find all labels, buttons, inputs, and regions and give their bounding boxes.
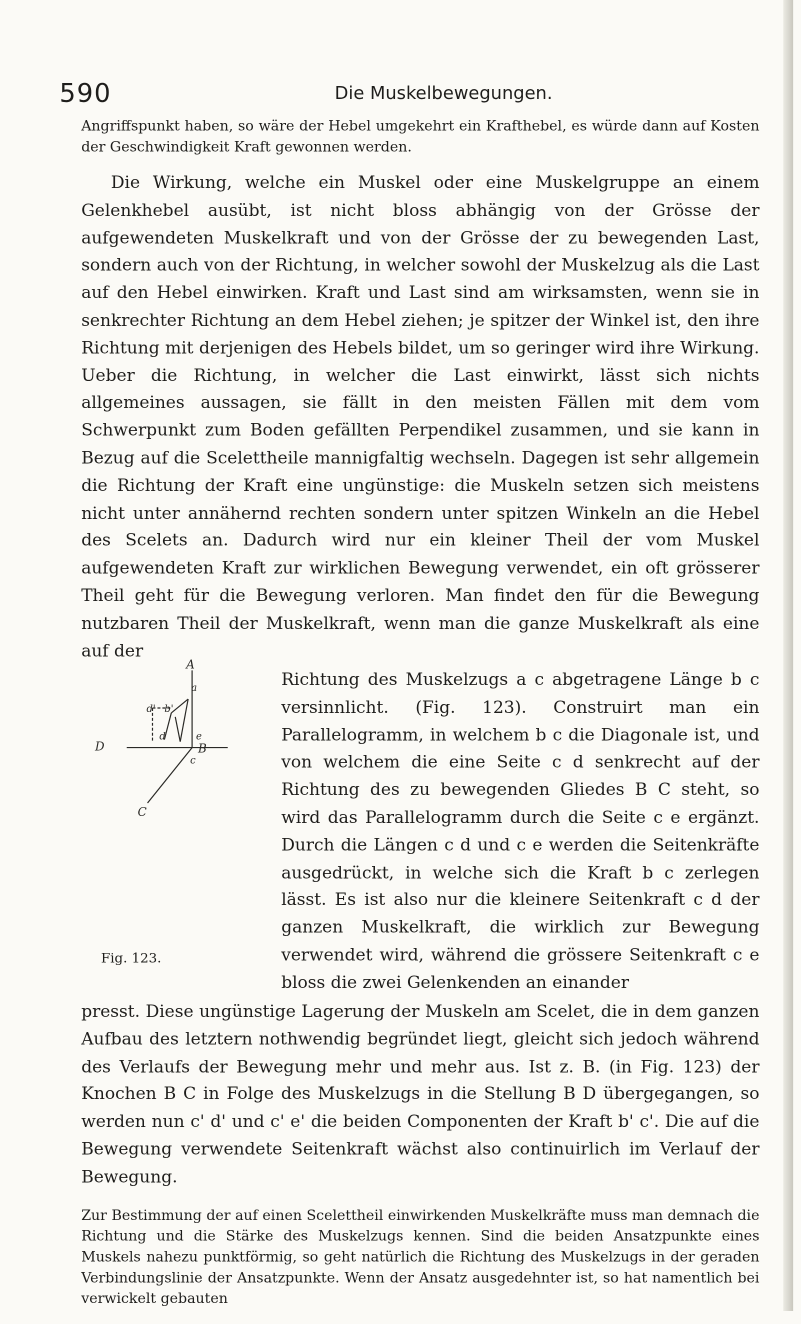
page-header [59, 77, 748, 111]
line-bc [180, 699, 188, 742]
footnote [81, 1206, 759, 1310]
paragraph-after: presst. Diese ungünstige Lagerung der Muskeln am Scelet, die in dem ganzen Aufbau des letztern nothwendig begründet liegt, gleicht sich jedoch während des Verlaufs der Bewegung mehr und mehr aus. Ist z. B. (in Fig. 123) der Knochen B C in Folge des Muskelzugs in die Stellung B D übergegangen, so werden nun c' d' und c' e' die beiden Componenten der Kraft b' c'. Die auf die Bewegung verwendete Seitenkraft wächst also continuirlich im Verlauf der Bewegung. [81, 1002, 760, 1188]
label-e: e [196, 731, 202, 743]
bone-line-BC [148, 748, 193, 803]
label-C: C [137, 804, 147, 819]
main-text-block [81, 170, 759, 665]
wrapped-text-block [281, 667, 759, 997]
label-d-prime: d' [146, 703, 156, 715]
figure-caption: Fig. 123. [100, 950, 162, 967]
page-edge [783, 0, 793, 1311]
label-b-prime: b' [164, 703, 174, 715]
after-figure-text [81, 999, 759, 1192]
label-D: D [95, 739, 105, 754]
label-B: B [198, 741, 207, 756]
label-a: a [191, 683, 198, 695]
paragraph-wrap: Richtung des Muskelzugs a c abgetragene Länge b c versinnlicht. (Fig. 123). Construirt man ein Parallelogramm, in welchem b c die Diagonale ist, und von welchem die eine Seite c d senkrecht auf der Richtung des zu bewegenden Gliedes B C steht, so wird das Parallelogramm durch die Seite c e ergänzt. Durch die Längen c d und c e werden die Seitenkräfte ausgedrückt, in welche sich die Kraft b c zerlegen lässt. Es ist also nur die kleinere Seitenkraft c d der ganzen Muskelkraft, die wirklich zur Bewegung verwendet wird, während die grössere Seitenkraft c e bloss die zwei Gelenkenden an einander [281, 670, 760, 993]
label-c: c [190, 755, 196, 767]
paragraph-main: Die Wirkung, welche ein Muskel oder eine Muskelgruppe an einem Gelenkhebel ausübt, ist nicht bloss abhängig von der Grösse der aufgewendeten Muskelkraft und von der Grösse der zu bewegenden Last, sondern auch von der Richtung, in welcher sowohl der Muskelzug als die Last auf den Hebel einwirken. Kraft und Last sind am wirksamsten, wenn sie in senkrechter Richtung an dem Hebel ziehen; je spitzer der Winkel ist, den ihre Richtung mit derjenigen des Hebels bildet, um so geringer wird ihre Wirkung. Ueber die Richtung, in welcher die Last einwirkt, lässt sich nichts allgemeines aussagen, sie fällt in den meisten Fällen mit dem vom Schwerpunkt zum Boden gefällten Perpendikel zusammen, und sie kann in Bezug auf die Scelettheile mannigfaltig wechseln. Dagegen ist sehr allgemein die Richtung der Kraft eine ungünstige: die Muskeln setzen sich meistens nicht unter annähernd rechten sondern unter spitzen Winkeln an die Hebel des Scelets an. Dadurch wird nur ein kleiner Theil der vom Muskel aufgewendeten Kraft zur wirklichen Bewegung verwendet, ein oft grösserer Theil geht für die Bewegung verloren. Man findet den für die Bewegung nutzbaren Theil der Muskelkraft, wenn man die ganze Muskelkraft als eine auf der [81, 173, 760, 661]
intro-text: Angriffspunkt haben, so wäre der Hebel umgekehrt ein Krafthebel, es würde dann auf Kosten der Geschwindigkeit Kraft gewonnen werden. [81, 118, 760, 156]
page-number: 590 [59, 79, 112, 109]
label-A: A [186, 657, 195, 672]
running-title: Die Muskelbewegungen. [334, 83, 553, 104]
label-d: d [159, 731, 166, 743]
footnote-text: Zur Bestimmung der auf einen Scelettheil einwirkenden Muskelkräfte muss man demnach die Richtung und die Stärke des Muskelzugs kennen. Sind die beiden Ansatzpunkte eines Muskels nahezu punktförmig, so geht natürlich die Richtung des Muskelzugs in der geraden Verbindungslinie der Ansatzpunkte. Wenn der Ansatz ausgedehnter ist, so hat namentlich bei verwickelt gebauten [81, 1208, 760, 1308]
figure-123 [81, 657, 269, 941]
parallelogram-diagram [81, 657, 269, 941]
intro-paragraph [81, 117, 759, 159]
line-e [175, 717, 180, 742]
